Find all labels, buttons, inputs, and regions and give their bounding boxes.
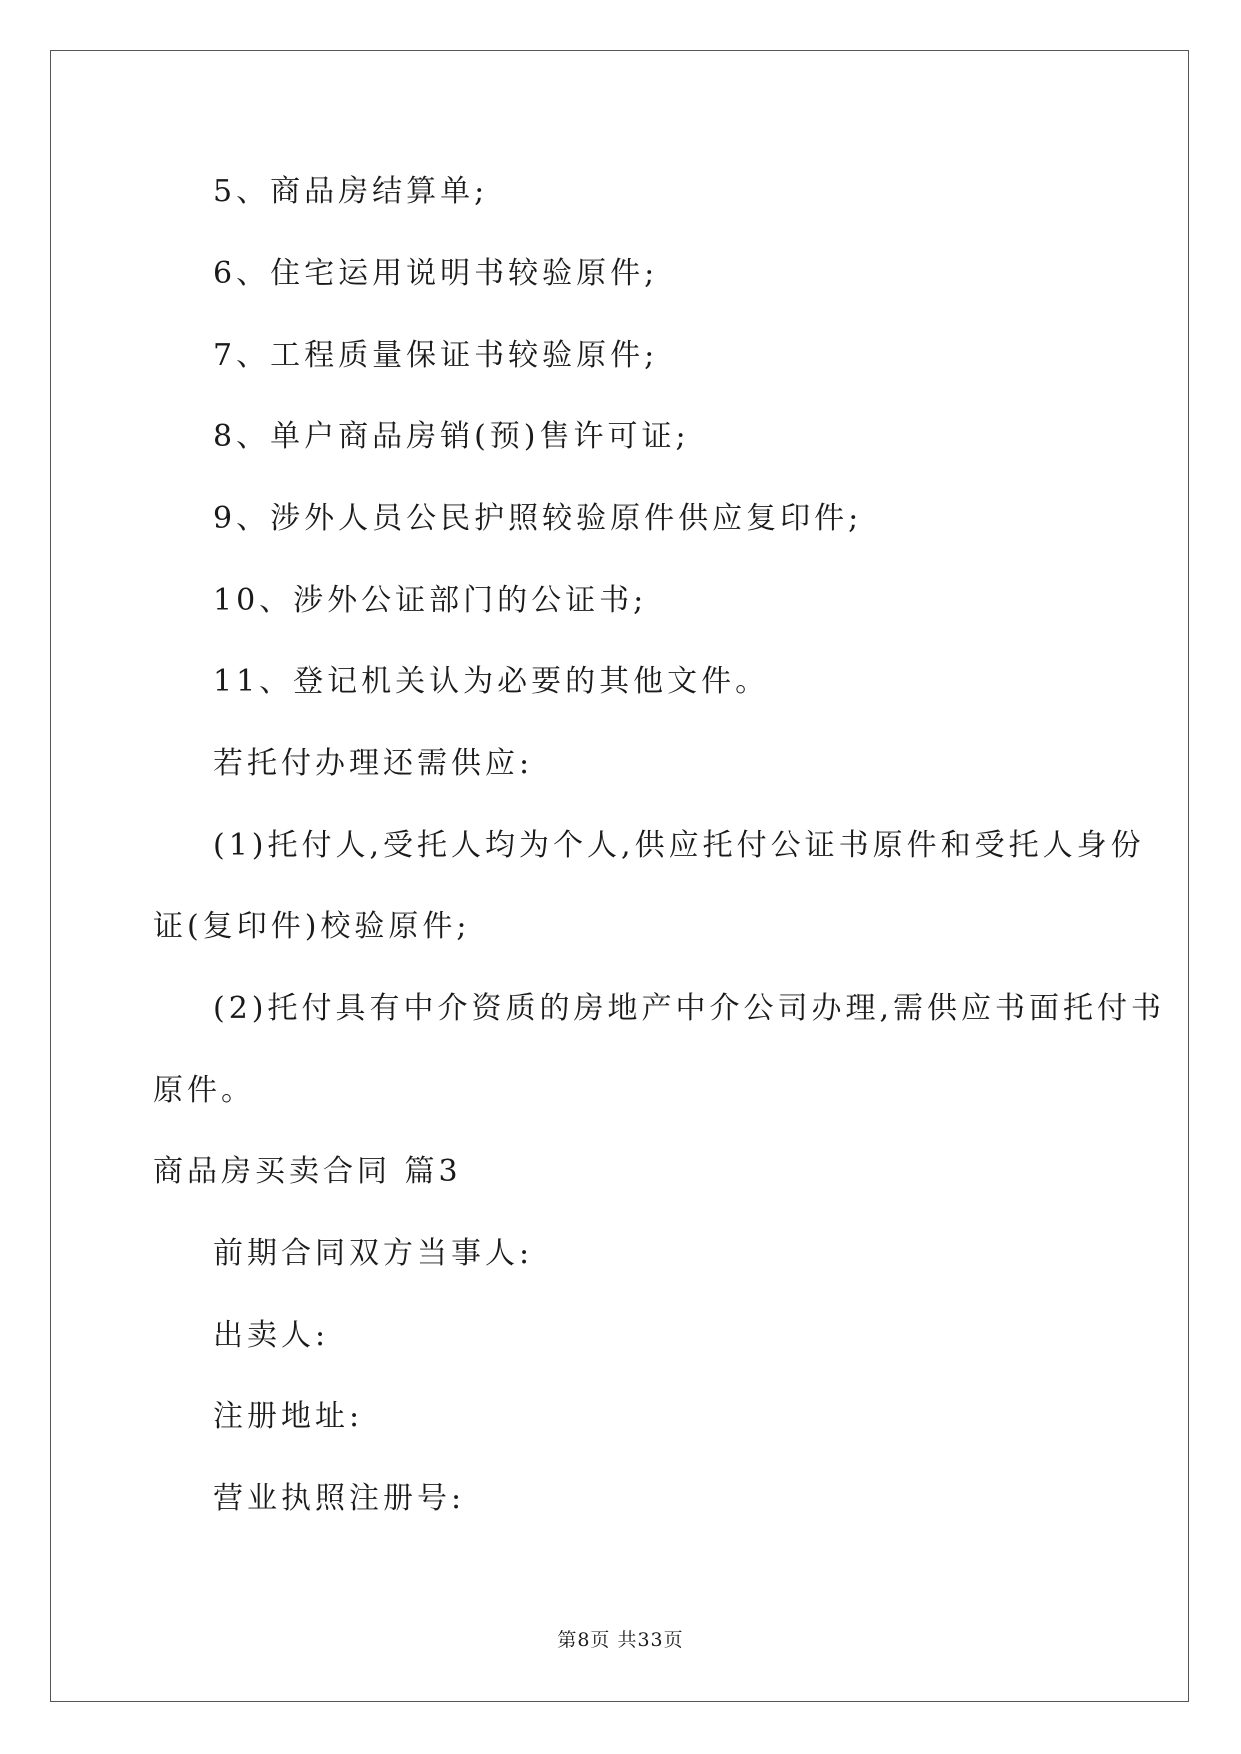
list-item: 5、商品房结算单; [213, 174, 489, 209]
paragraph: 前期合同双方当事人: [213, 1236, 534, 1271]
form-field-label: 注册地址: [213, 1399, 364, 1434]
list-item: 8、单户商品房销(预)售许可证; [213, 419, 690, 454]
form-field-label: 出卖人: [213, 1318, 330, 1353]
section-heading: 商品房买卖合同 篇3 [153, 1154, 462, 1189]
list-item: 11、登记机关认为必要的其他文件。 [213, 664, 770, 699]
paragraph-continuation: 原件。 [153, 1073, 255, 1108]
paragraph: (2)托付具有中介资质的房地产中介公司办理,需供应书面托付书 [213, 991, 1166, 1026]
paragraph: (1)托付人,受托人均为个人,供应托付公证书原件和受托人身份 [213, 828, 1145, 863]
list-item: 10、涉外公证部门的公证书; [213, 583, 648, 618]
paragraph-continuation: 证(复印件)校验原件; [153, 909, 471, 944]
list-item: 7、工程质量保证书较验原件; [213, 338, 659, 373]
page-footer: 第8页 共33页 [557, 1629, 684, 1651]
paragraph: 若托付办理还需供应: [213, 746, 534, 781]
form-field-label: 营业执照注册号: [213, 1481, 466, 1516]
list-item: 9、涉外人员公民护照较验原件供应复印件; [213, 501, 863, 536]
page-border [50, 50, 1189, 1702]
list-item: 6、住宅运用说明书较验原件; [213, 256, 659, 291]
